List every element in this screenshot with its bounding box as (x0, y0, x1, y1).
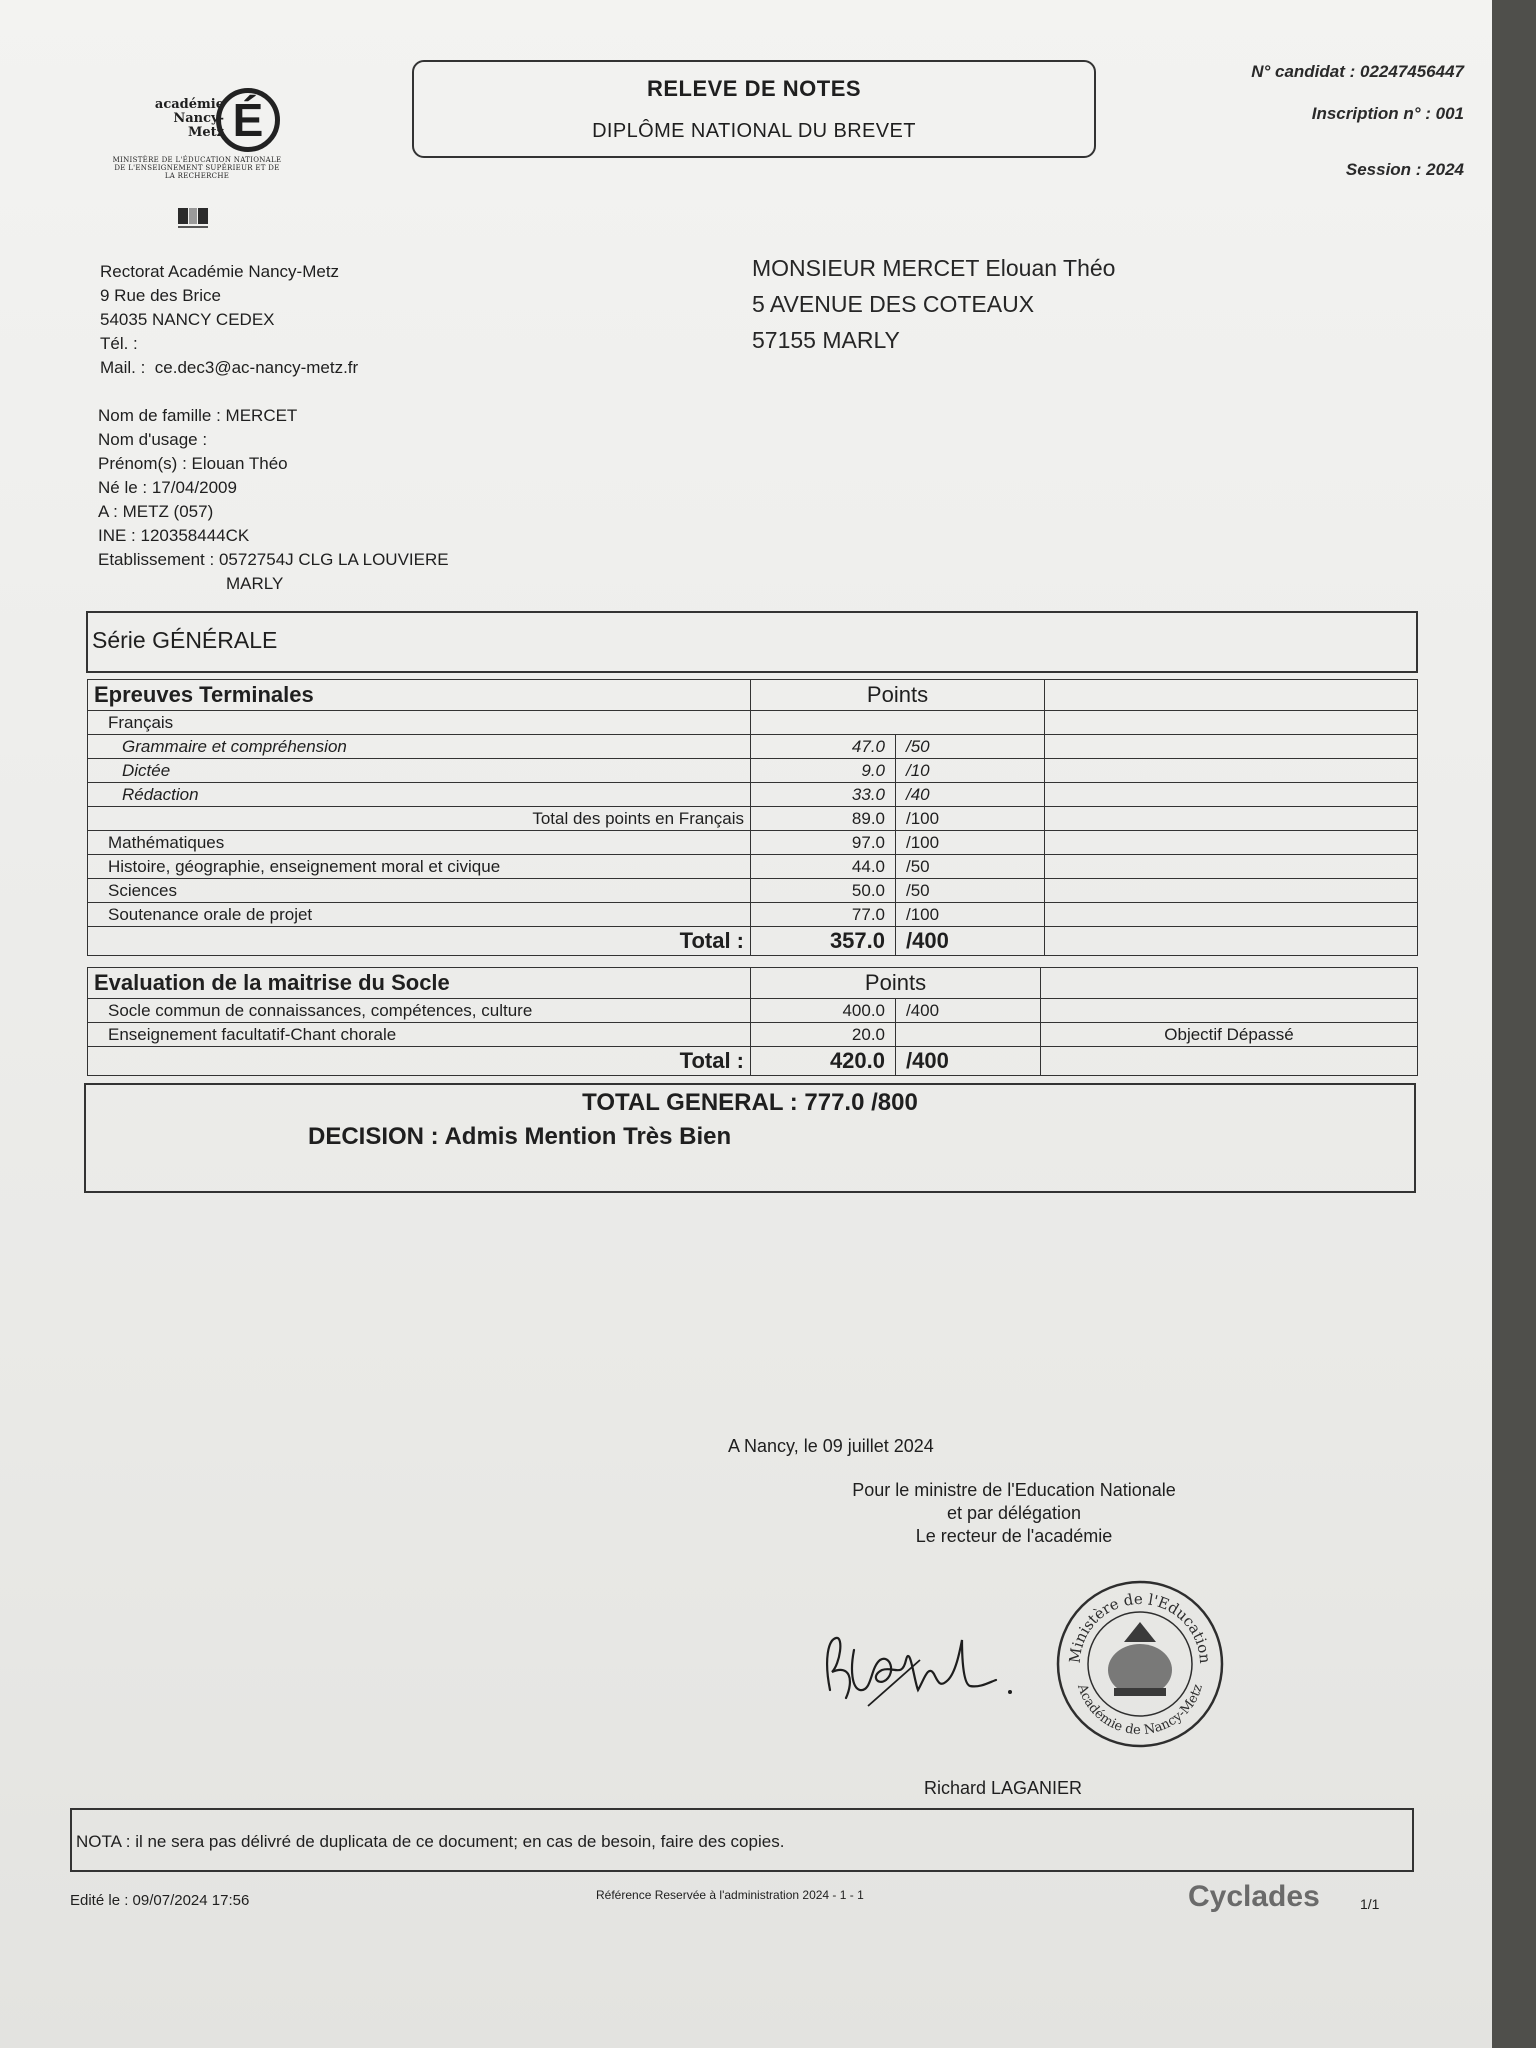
marianne-flag-icon (170, 208, 220, 230)
total-max: /400 (896, 927, 1045, 956)
logo-ministry-text: MINISTÈRE DE L'ÉDUCATION NATIONALE DE L'ENSEIGNEMENT SUPÉRIEUR ET DE LA RECHERCHE (112, 156, 282, 180)
epreuve-row (88, 783, 1418, 807)
prenoms: Prénom(s) : Elouan Théo (98, 454, 288, 473)
empty-cell (1045, 879, 1418, 903)
empty-cell (1045, 831, 1418, 855)
epreuve-score: 50.0 (751, 879, 896, 903)
total-general: TOTAL GENERAL : 777.0 /800 (582, 1089, 918, 1116)
document-subtitle: DIPLÔME NATIONAL DU BREVET (592, 120, 916, 142)
epreuve-score: 47.0 (751, 735, 896, 759)
ministry-seal-icon (1054, 1578, 1226, 1750)
title-box (412, 60, 1096, 158)
etablissement-city: MARLY (226, 574, 284, 593)
total-score: 357.0 (751, 927, 896, 956)
admin-reference: Référence Reservée à l'administration 2024 - 1 - 1 (596, 1888, 864, 1902)
epreuve-score: 9.0 (751, 759, 896, 783)
empty-cell (1041, 1047, 1418, 1076)
socle-table (87, 967, 1418, 1076)
socle-total-max: /400 (896, 1047, 1041, 1076)
epreuve-max: /10 (896, 759, 1045, 783)
page-number: 1/1 (1360, 1896, 1380, 1912)
svg-text:Ministère de l'Education: Ministère de l'Education (1065, 1589, 1215, 1665)
etablissement-row (98, 548, 449, 572)
ine: INE : 120358444CK (98, 526, 250, 545)
epreuve-label: Rédaction (88, 783, 751, 807)
recipient-line: 5 AVENUE DES COTEAUX (752, 291, 1035, 317)
edit-date: Edité le : 09/07/2024 17:56 (70, 1892, 250, 1909)
empty-cell (1041, 968, 1418, 999)
epreuve-max: /100 (896, 807, 1045, 831)
epreuve-row (88, 855, 1418, 879)
socle-note: Objectif Dépassé (1041, 1023, 1418, 1047)
epreuve-max: /50 (896, 855, 1045, 879)
epreuves-header-row (88, 680, 1418, 711)
svg-text:Académie de Nancy-Metz: Académie de Nancy-Metz (1074, 1682, 1206, 1739)
lieu-naissance: A : METZ (057) (98, 502, 214, 521)
epreuve-label: Sciences (88, 879, 751, 903)
sender-mail-label: Mail. : (100, 358, 146, 377)
epreuve-max: /50 (896, 879, 1045, 903)
epreuve-label: Soutenance orale de projet (88, 903, 751, 927)
epreuve-row (88, 879, 1418, 903)
socle-max: /400 (896, 999, 1041, 1023)
logo-text: académie Nancy-Metz (154, 97, 224, 140)
document-title: RELEVE DE NOTES (646, 76, 862, 101)
socle-total-score: 420.0 (751, 1047, 896, 1076)
date-naissance: Né le : 17/04/2009 (98, 478, 237, 497)
francais-row (88, 711, 1418, 735)
result-box (84, 1083, 1416, 1193)
epreuve-label: Grammaire et compréhension (88, 735, 751, 759)
signature-line-1: Pour le ministre de l'Education Nationale (852, 1480, 1176, 1500)
epreuve-max: /100 (896, 903, 1045, 927)
epreuve-label: Dictée (88, 759, 751, 783)
socle-row (88, 999, 1418, 1023)
socle-label: Enseignement facultatif-Chant chorale (88, 1023, 751, 1047)
epreuves-total-row (88, 927, 1418, 956)
empty-cell (1045, 783, 1418, 807)
e-mark-icon: É (216, 88, 280, 152)
etablissement-label: Etablissement : (98, 550, 215, 569)
epreuve-row (88, 903, 1418, 927)
epreuve-score: 33.0 (751, 783, 896, 807)
epreuves-header: Epreuves Terminales (88, 680, 751, 711)
socle-header-row (88, 968, 1418, 999)
etablissement-name: 0572754J CLG LA LOUVIERE (218, 550, 449, 569)
nota-box (70, 1808, 1414, 1872)
socle-max (896, 1023, 1041, 1047)
epreuve-score: 44.0 (751, 855, 896, 879)
epreuve-row (88, 735, 1418, 759)
sender-tel: Tél. : (100, 334, 138, 353)
epreuve-label: Histoire, géographie, enseignement moral et civique (88, 855, 751, 879)
handwritten-signature-icon (810, 1620, 1020, 1715)
empty-cell (1045, 735, 1418, 759)
candidat-number: N° candidat : 02247456447 (1251, 62, 1464, 81)
epreuve-max: /40 (896, 783, 1045, 807)
decision: DECISION : Admis Mention Très Bien (308, 1123, 732, 1150)
epreuves-table (87, 679, 1418, 956)
socle-points-header: Points (751, 968, 1041, 999)
empty-cell (1045, 711, 1418, 735)
signatory-name: Richard LAGANIER (924, 1778, 1083, 1798)
academie-logo (108, 64, 288, 244)
empty-cell (1045, 927, 1418, 956)
sender-address (100, 260, 358, 380)
recipient-address (752, 250, 1115, 358)
epreuve-max: /50 (896, 735, 1045, 759)
epreuve-score: 97.0 (751, 831, 896, 855)
empty-cell (1045, 807, 1418, 831)
epreuve-row (88, 759, 1418, 783)
recipient-line: 57155 MARLY (752, 327, 900, 353)
empty-cell (751, 711, 1045, 735)
sender-line: 54035 NANCY CEDEX (100, 310, 275, 329)
sender-mail-row (100, 356, 358, 380)
place-date: A Nancy, le 09 juillet 2024 (728, 1436, 934, 1456)
total-label: Total : (88, 927, 751, 956)
sender-line: 9 Rue des Brice (100, 286, 221, 305)
socle-label: Socle commun de connaissances, compétences, culture (88, 999, 751, 1023)
candidate-identity (98, 404, 449, 596)
socle-note (1041, 999, 1418, 1023)
epreuve-score: 77.0 (751, 903, 896, 927)
nom-famille: Nom de famille : MERCET (98, 406, 298, 425)
nom-usage: Nom d'usage : (98, 430, 208, 449)
serie-label: Série GÉNÉRALE (92, 627, 278, 653)
signature-line-3: Le recteur de l'académie (915, 1526, 1113, 1546)
socle-header: Evaluation de la maitrise du Socle (88, 968, 751, 999)
empty-cell (1045, 855, 1418, 879)
background-edge (1492, 0, 1536, 2048)
epreuve-row (88, 831, 1418, 855)
inscription-number: Inscription n° : 001 (1311, 104, 1464, 123)
points-header: Points (751, 680, 1045, 711)
serie-box (86, 611, 1418, 673)
empty-cell (1045, 903, 1418, 927)
epreuve-label: Total des points en Français (88, 807, 751, 831)
empty-cell (1045, 759, 1418, 783)
recipient-line: MONSIEUR MERCET Elouan Théo (752, 255, 1116, 281)
nota-text: NOTA : il ne sera pas délivré de duplicata de ce document; en cas de besoin, faire des copies. (76, 1832, 785, 1851)
epreuve-row (88, 807, 1418, 831)
session: Session : 2024 (1345, 160, 1464, 179)
socle-score: 400.0 (751, 999, 896, 1023)
epreuve-score: 89.0 (751, 807, 896, 831)
cyclades-logo: Cyclades (1188, 1880, 1320, 1913)
empty-cell (1045, 680, 1418, 711)
signature-line-2: et par délégation (946, 1503, 1082, 1523)
sender-line: Rectorat Académie Nancy-Metz (100, 262, 340, 281)
sender-mail: ce.dec3@ac-nancy-metz.fr (154, 358, 359, 377)
socle-score: 20.0 (751, 1023, 896, 1047)
epreuve-label: Mathématiques (88, 831, 751, 855)
francais-label: Français (88, 711, 751, 735)
epreuve-max: /100 (896, 831, 1045, 855)
socle-total-row (88, 1047, 1418, 1076)
socle-total-label: Total : (88, 1047, 751, 1076)
socle-row (88, 1023, 1418, 1047)
